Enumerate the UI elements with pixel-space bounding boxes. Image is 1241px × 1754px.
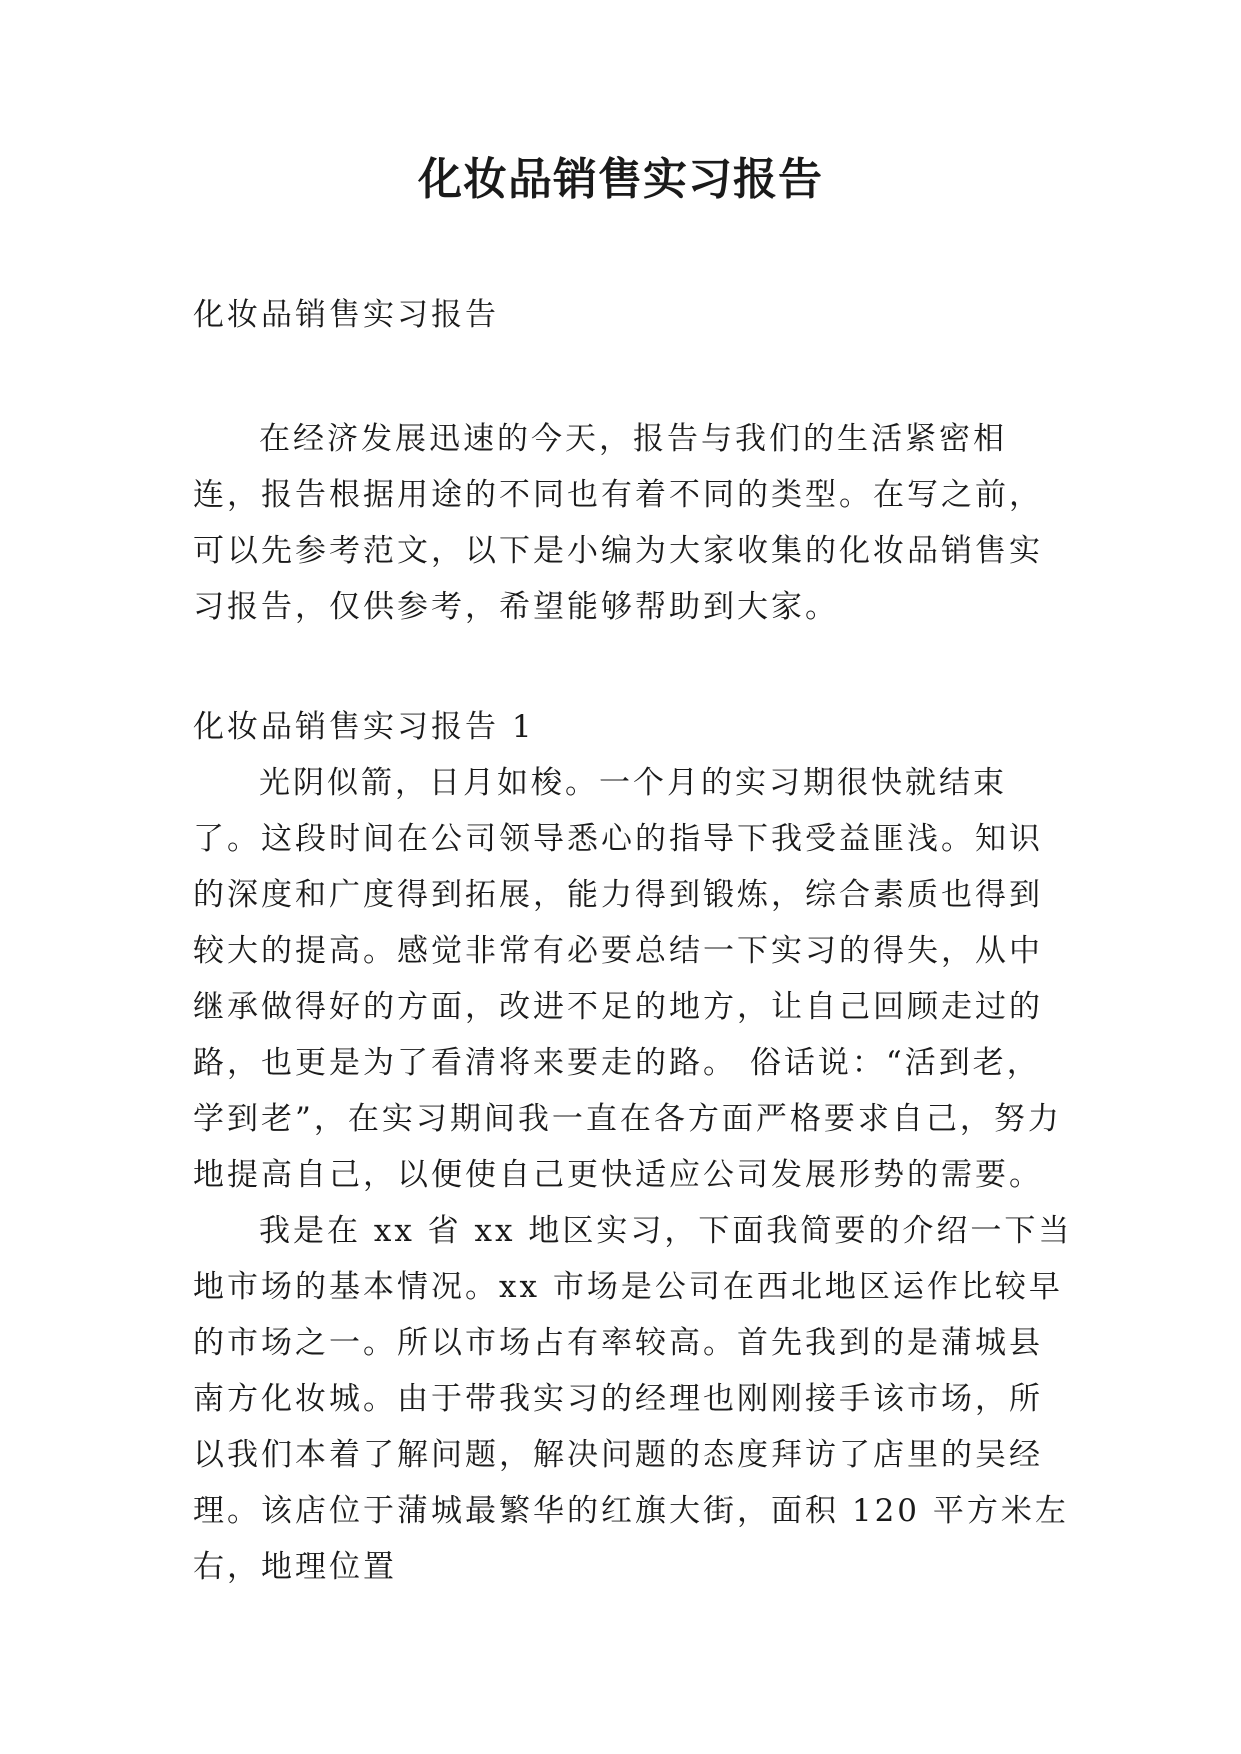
section-1-paragraph: 光阴似箭，日月如梭。一个月的实习期很快就结束了。这段时间在公司领导悉心的指导下我受益匪浅。知识的深度和广度得到拓展，能力得到锻炼，综合素质也得到较大的提高。感觉非常有必要总结一下实习的得失，从中继承做得好的方面，改进不足的地方，让自己回顾走过的路，也更是为了看清将来要走的路。 俗话说：“活到老，学到老”，在实习期间我一直在各方面严格要求自己，努力地提高自己，以便使自己更快适应公司发展形势的需要。: [193, 765, 1062, 1193]
section-1-title: 化妆品销售实习报告 1: [193, 709, 535, 745]
document-subtitle: 化妆品销售实习报告: [193, 297, 499, 333]
document-body: [193, 287, 1073, 1595]
intro-paragraph: 在经济发展迅速的今天，报告与我们的生活紧密相连，报告根据用途的不同也有着不同的类型。在写之前，可以先参考范文，以下是小编为大家收集的化妆品销售实习报告，仅供参考，希望能够帮助到大家。: [193, 421, 1043, 625]
document-title: 化妆品销售实习报告: [418, 154, 823, 205]
section-1-paragraph: 我是在 xx 省 xx 地区实习，下面我简要的介绍一下当地市场的基本情况。xx 市场是公司在西北地区运作比较早的市场之一。所以市场占有率较高。首先我到的是蒲城县南方化妆城。由于带我实习的经理也刚刚接手该市场，所以我们本着了解问题，解决问题的态度拜访了店里的吴经理。该店位于蒲城最繁华的红旗大街，面积 120 平方米左右，地理位置: [193, 1213, 1073, 1585]
